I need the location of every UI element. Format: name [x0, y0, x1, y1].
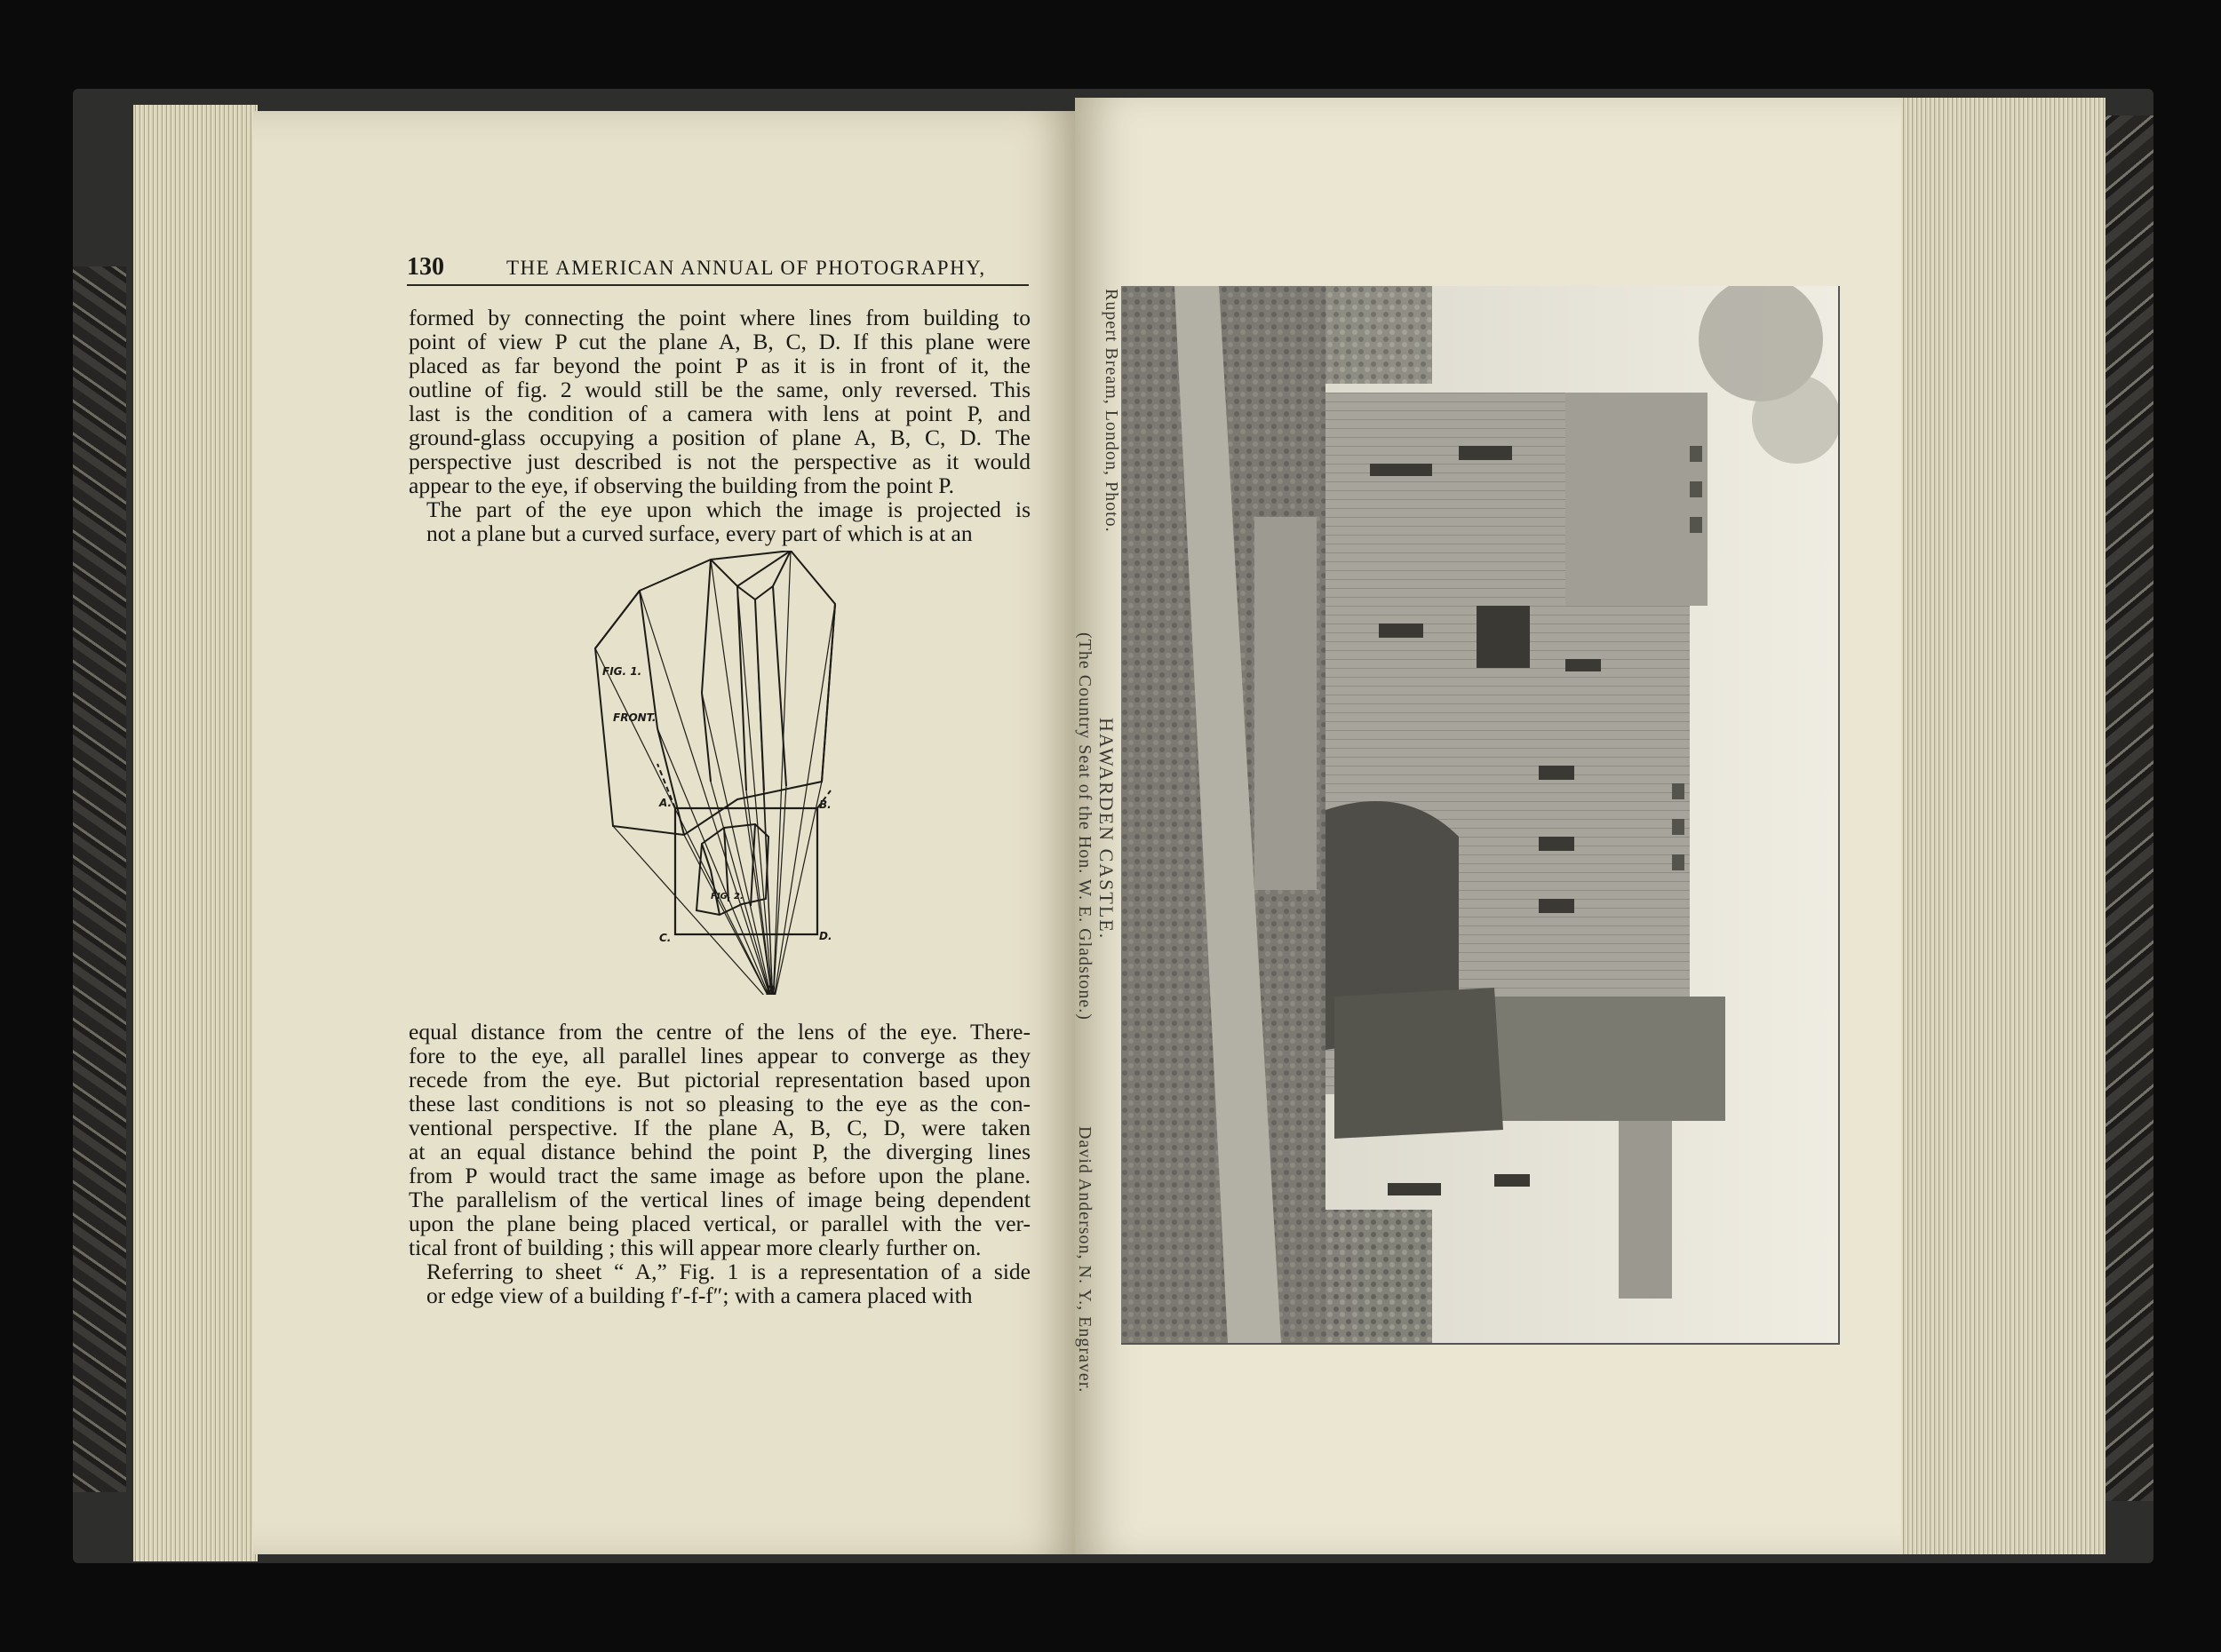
castle-photograph: [1121, 286, 1840, 1345]
text-line: perspective just described is not the perspective as it would: [409, 449, 1031, 474]
plate-subtitle: (The Country Seat of the Hon. W. E. Gladstone.): [1075, 632, 1095, 1021]
text-line: recede from the eye. But pictorial representation based upon: [409, 1067, 1031, 1092]
label-d: D.: [819, 930, 832, 942]
page-edges-right: [1901, 98, 2106, 1554]
text-line: these last conditions is not so pleasing to the eye as the con-: [409, 1091, 1031, 1116]
head-rule: [407, 284, 1029, 286]
text-line: or edge view of a building f′-f-f″; with a camera placed with: [426, 1283, 973, 1308]
text-line: ground-glass occupying a position of plane A, B, C, D. The: [409, 425, 1031, 450]
text-line: last is the condition of a camera with lens at point P, and: [409, 401, 1031, 426]
text-line: formed by connecting the point where lines from building to: [409, 305, 1031, 330]
text-line: point of view P cut the plane A, B, C, D. If this plane were: [409, 329, 1031, 354]
text-line: equal distance from the centre of the lens of the eye. There-: [409, 1019, 1031, 1044]
text-line: Referring to sheet “ A,” Fig. 1 is a representation of a side: [426, 1259, 1031, 1284]
text-line: upon the plane being placed vertical, or parallel with the ver-: [409, 1211, 1031, 1236]
running-head: [407, 253, 1029, 280]
text-line: outline of fig. 2 would still be the same, only reversed. This: [409, 377, 1031, 402]
running-title: THE AMERICAN ANNUAL OF PHOTOGRAPHY,: [506, 257, 986, 279]
label-c: C.: [659, 932, 672, 944]
label-p: P.: [766, 984, 776, 995]
fig1-label: FIG. 1.: [602, 665, 642, 678]
plate-title: HAWARDEN CASTLE.: [1095, 718, 1118, 941]
page-edges-left: [133, 105, 258, 1561]
credit-engraver: David Anderson, N. Y., Engraver.: [1075, 1126, 1095, 1394]
label-a: A.: [659, 797, 673, 809]
text-line: The part of the eye upon which the image is projected is: [426, 496, 1031, 522]
page-number: 130: [407, 253, 444, 281]
front-label: FRONT.: [613, 711, 657, 724]
paragraph-1: [409, 306, 1031, 497]
text-line: fore to the eye, all parallel lines appear to converge as they: [409, 1043, 1031, 1068]
text-line: placed as far beyond the point P as it is in front of it, the: [409, 353, 1031, 378]
text-line: from P would tract the same image as before upon the plane.: [409, 1163, 1031, 1188]
credit-photographer: Rupert Bream, London, Photo.: [1102, 289, 1121, 533]
text-block-bottom: [409, 1020, 1031, 1307]
text-line: tical front of building ; this will appear more clearly further on.: [409, 1235, 982, 1260]
paragraph-4: [409, 1259, 1031, 1307]
text-line: not a plane but a curved surface, every part of which is at an: [426, 520, 973, 546]
text-block-top: [409, 306, 1031, 545]
paragraph-2: [409, 497, 1031, 545]
marbled-board-left: [73, 266, 126, 1492]
paragraph-3: [409, 1020, 1031, 1259]
perspective-figure: [577, 551, 844, 995]
fig2-label: FIG. 2.: [711, 892, 744, 901]
text-line: at an equal distance behind the point P, the diverging lines: [409, 1139, 1031, 1164]
label-b: B.: [819, 798, 832, 811]
text-line: appear to the eye, if observing the building from the point P.: [409, 473, 954, 498]
text-line: The parallelism of the vertical lines of image being dependent: [409, 1187, 1031, 1212]
text-line: ventional perspective. If the plane A, B, C, D, were taken: [409, 1115, 1031, 1140]
